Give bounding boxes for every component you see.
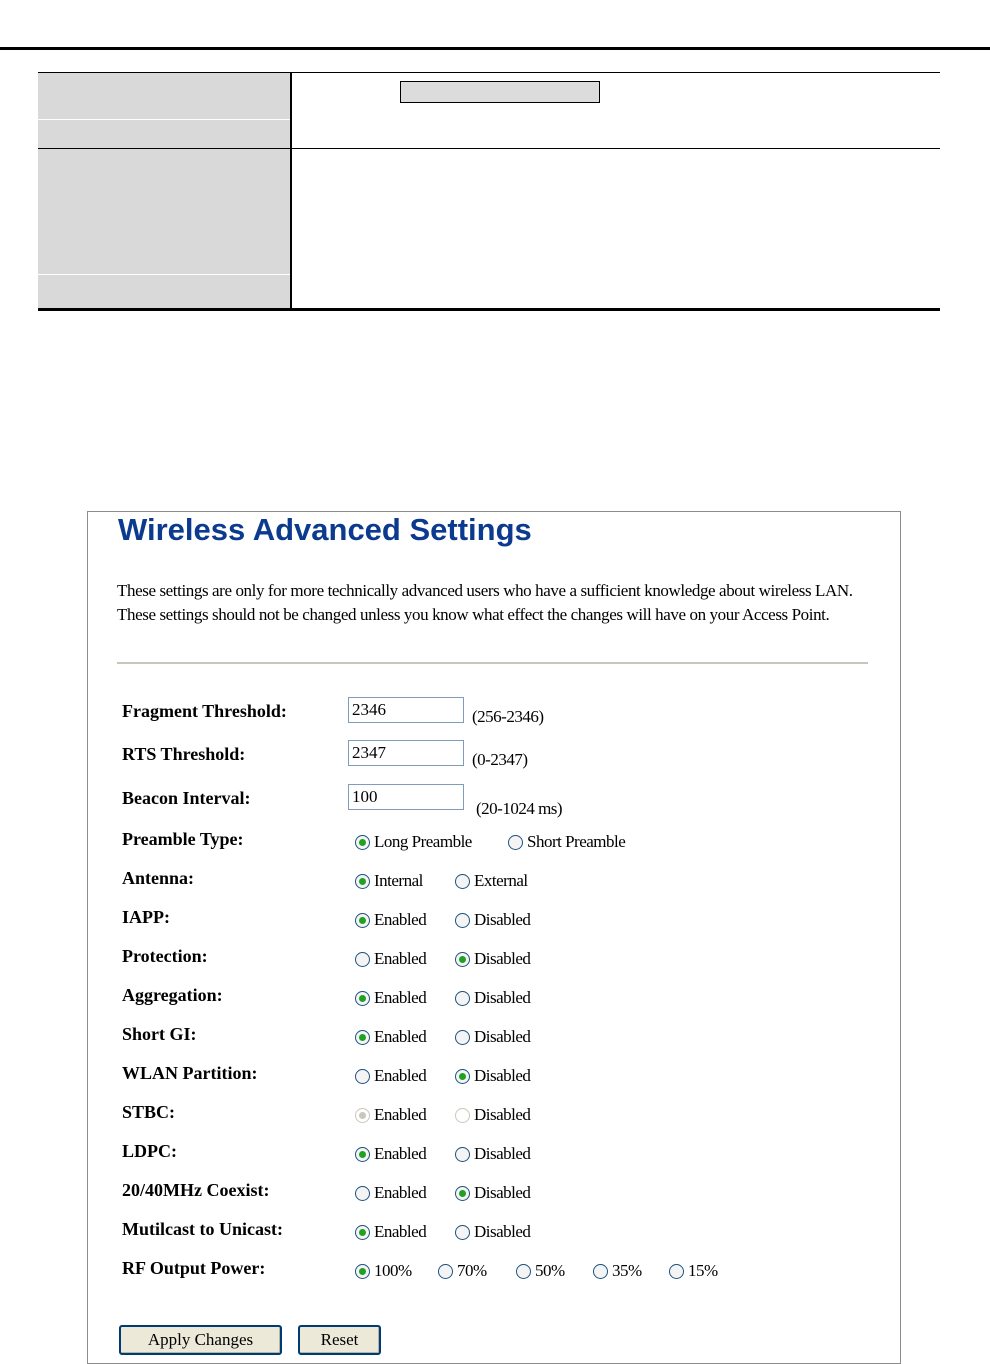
setting-label: Aggregation: [122, 985, 223, 1005]
protection-option-enabled[interactable] [355, 949, 426, 969]
radio-button[interactable] [355, 991, 370, 1006]
radio-option-label: Disabled [474, 1144, 531, 1163]
20-40mhz-coexist-option-disabled[interactable] [455, 1183, 530, 1203]
table-label-cell [38, 149, 292, 309]
setting-row-fragment-threshold [122, 701, 882, 735]
radio-button[interactable] [438, 1264, 453, 1279]
aggregation-option-enabled[interactable] [355, 988, 426, 1008]
setting-row-mutilcast-to-unicast [122, 1219, 882, 1253]
radio-option-label: Enabled [374, 1144, 427, 1163]
setting-label: Beacon Interval: [122, 788, 251, 808]
radio-button [455, 1108, 470, 1123]
setting-label: 20/40MHz Coexist: [122, 1180, 270, 1200]
radio-button [355, 1108, 370, 1123]
radio-button[interactable] [455, 1186, 470, 1201]
range-hint: (256-2346) [472, 707, 544, 726]
setting-row-rf-output-power [122, 1258, 882, 1292]
rf-output-power-option-35[interactable] [593, 1261, 642, 1281]
radio-option-label: Long Preamble [374, 832, 472, 851]
setting-label: Protection: [122, 946, 208, 966]
iapp-option-disabled[interactable] [455, 910, 530, 930]
radio-option-label: Disabled [474, 910, 531, 929]
radio-option-label: Enabled [374, 1105, 427, 1124]
rf-output-power-option-70[interactable] [438, 1261, 487, 1281]
radio-option-label: Disabled [474, 949, 531, 968]
setting-label: RTS Threshold: [122, 744, 246, 764]
setting-label: Mutilcast to Unicast: [122, 1219, 283, 1239]
setting-label: Preamble Type: [122, 829, 244, 849]
radio-button[interactable] [455, 1225, 470, 1240]
setting-label: IAPP: [122, 907, 170, 927]
setting-label: Short GI: [122, 1024, 197, 1044]
preamble-type-option-short-preamble[interactable] [508, 832, 625, 852]
table-bottom-rule [38, 308, 940, 311]
radio-button[interactable] [593, 1264, 608, 1279]
radio-button[interactable] [355, 835, 370, 850]
radio-button[interactable] [455, 913, 470, 928]
radio-option-label: Enabled [374, 1066, 427, 1085]
ldpc-option-enabled[interactable] [355, 1144, 426, 1164]
setting-row-short-gi [122, 1024, 882, 1058]
radio-option-label: Internal [374, 871, 423, 890]
radio-option-label: Enabled [374, 949, 427, 968]
radio-option-label: Disabled [474, 1066, 531, 1085]
20-40mhz-coexist-option-enabled[interactable] [355, 1183, 426, 1203]
stbc-option-enabled [355, 1105, 426, 1125]
radio-button[interactable] [355, 1225, 370, 1240]
radio-option-label: Short Preamble [527, 832, 626, 851]
rts-threshold-input[interactable] [348, 740, 464, 766]
radio-option-label: 35% [612, 1261, 642, 1280]
radio-option-label: 15% [688, 1261, 718, 1280]
setting-label: STBC: [122, 1102, 176, 1122]
divider [117, 662, 868, 664]
setting-label: Fragment Threshold: [122, 701, 287, 721]
apply-changes-button[interactable]: Apply Changes [119, 1325, 282, 1355]
radio-button[interactable] [355, 913, 370, 928]
radio-option-label: Enabled [374, 1027, 427, 1046]
iapp-option-enabled[interactable] [355, 910, 426, 930]
short-gi-option-disabled[interactable] [455, 1027, 530, 1047]
radio-button[interactable] [669, 1264, 684, 1279]
radio-button[interactable] [355, 874, 370, 889]
rf-output-power-option-50[interactable] [516, 1261, 565, 1281]
beacon-interval-input[interactable] [348, 784, 464, 810]
radio-option-label: External [474, 871, 528, 890]
aggregation-option-disabled[interactable] [455, 988, 530, 1008]
radio-button[interactable] [455, 1147, 470, 1162]
radio-button[interactable] [455, 1069, 470, 1084]
radio-button[interactable] [355, 952, 370, 967]
ldpc-option-disabled[interactable] [455, 1144, 530, 1164]
radio-button[interactable] [455, 991, 470, 1006]
short-gi-option-enabled[interactable] [355, 1027, 426, 1047]
radio-option-label: Disabled [474, 1222, 531, 1241]
radio-option-label: Enabled [374, 988, 427, 1007]
radio-button[interactable] [455, 1030, 470, 1045]
radio-option-label: Disabled [474, 988, 531, 1007]
radio-option-label: Enabled [374, 1222, 427, 1241]
setting-label: Antenna: [122, 868, 195, 888]
radio-button[interactable] [516, 1264, 531, 1279]
radio-button[interactable] [455, 952, 470, 967]
setting-row-preamble-type [122, 829, 882, 863]
setting-label: WLAN Partition: [122, 1063, 258, 1083]
rf-output-power-option-100[interactable] [355, 1261, 412, 1281]
radio-option-label: Enabled [374, 910, 427, 929]
page-title: Wireless Advanced Settings [118, 512, 532, 547]
table-row [38, 148, 940, 309]
radio-option-label: Disabled [474, 1105, 531, 1124]
setting-row-antenna [122, 868, 882, 902]
page-header-rule [0, 47, 990, 50]
fragment-threshold-input[interactable] [348, 697, 464, 723]
preamble-type-option-long-preamble[interactable] [355, 832, 472, 852]
radio-button[interactable] [455, 874, 470, 889]
range-hint: (20-1024 ms) [476, 799, 563, 818]
radio-option-label: 100% [374, 1261, 412, 1280]
range-hint: (0-2347) [472, 750, 528, 769]
wlan-partition-option-enabled[interactable] [355, 1066, 426, 1086]
radio-option-label: Disabled [474, 1183, 531, 1202]
radio-button[interactable] [355, 1030, 370, 1045]
radio-option-label: Enabled [374, 1183, 427, 1202]
page-description: These settings are only for more technically advanced users who have a sufficient knowledge about wireless LAN. These settings should not be changed unless you know what effect the changes will have on your Access Point. [117, 581, 853, 624]
grey-field-placeholder [400, 81, 600, 103]
setting-row-beacon-interval [122, 788, 882, 822]
radio-option-label: 70% [457, 1261, 487, 1280]
setting-row-rts-threshold [122, 744, 882, 778]
mutilcast-to-unicast-option-enabled[interactable] [355, 1222, 426, 1242]
antenna-option-external[interactable] [455, 871, 528, 891]
radio-button[interactable] [508, 835, 523, 850]
setting-row-wlan-partition [122, 1063, 882, 1097]
setting-row-iapp [122, 907, 882, 941]
setting-row-ldpc [122, 1141, 882, 1175]
stbc-option-disabled [455, 1105, 530, 1125]
setting-row-20-40mhz-coexist [122, 1180, 882, 1214]
reset-button[interactable]: Reset [298, 1325, 381, 1355]
radio-button[interactable] [355, 1264, 370, 1279]
setting-row-protection [122, 946, 882, 980]
radio-button[interactable] [355, 1147, 370, 1162]
setting-label: RF Output Power: [122, 1258, 266, 1278]
protection-option-disabled[interactable] [455, 949, 530, 969]
wlan-partition-option-disabled[interactable] [455, 1066, 530, 1086]
antenna-option-internal[interactable] [355, 871, 423, 891]
radio-option-label: 50% [535, 1261, 565, 1280]
table-row [38, 72, 940, 148]
wireless-advanced-settings-panel [87, 511, 901, 1364]
setting-row-stbc [122, 1102, 882, 1136]
setting-row-aggregation [122, 985, 882, 1019]
table-label-cell [38, 73, 292, 148]
mutilcast-to-unicast-option-disabled[interactable] [455, 1222, 530, 1242]
radio-button[interactable] [355, 1069, 370, 1084]
rf-output-power-option-15[interactable] [669, 1261, 718, 1281]
setting-label: LDPC: [122, 1141, 177, 1161]
radio-option-label: Disabled [474, 1027, 531, 1046]
radio-button[interactable] [355, 1186, 370, 1201]
